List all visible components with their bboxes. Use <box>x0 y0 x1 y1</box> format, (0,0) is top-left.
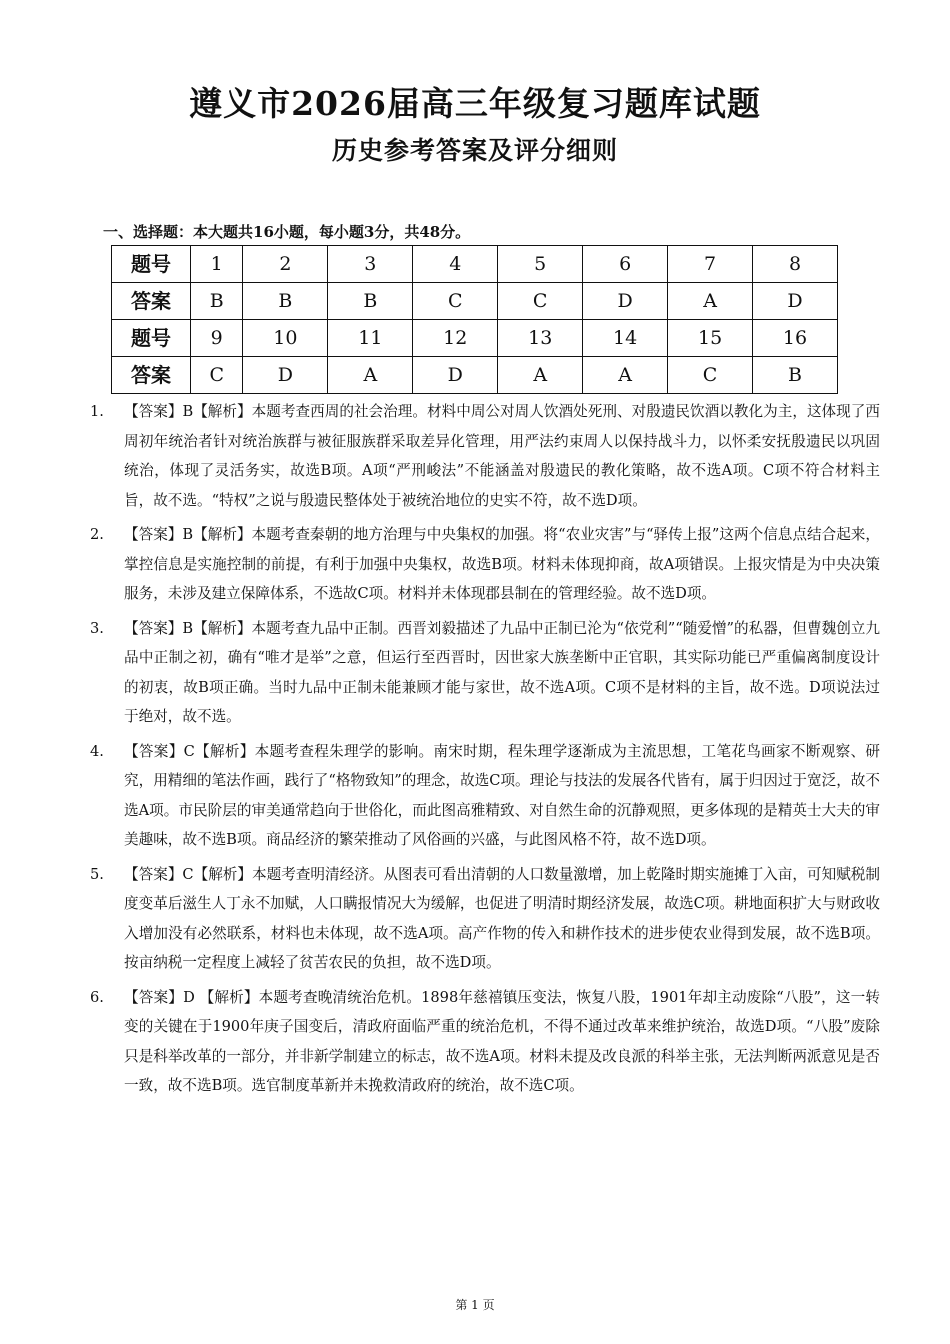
table-cell: A <box>328 357 413 394</box>
item-text: 【答案】C【解析】本题考查程朱理学的影响。南宋时期，程朱理学逐渐成为主流思想，工笔花鸟画家不断观察、研究，用精细的笔法作画，践行了“格物致知”的理念，故选C项。理论与技法的发展各代皆有，属于归因过于宽泛，故不选A项。市民阶层的审美通常趋向于世俗化，而此图高雅精致、对自然生命的沉静观照，更多体现的是精英士大夫的审美趣味，故不选B项。商品经济的繁荣推动了风俗画的兴盛，与此图风格不符，故不选D项。 <box>124 742 880 848</box>
table-cell: C <box>413 283 498 320</box>
table-cell: 14 <box>583 320 668 357</box>
table-cell: 16 <box>753 320 838 357</box>
item-number: 4. <box>90 742 104 760</box>
table-cell: 6 <box>583 246 668 283</box>
table-cell: C <box>498 283 583 320</box>
item-text: 【答案】D 【解析】本题考查晚清统治危机。1898年慈禧镇压变法，恢复八股，1901年却主动废除“八股”，这一转变的关键在于1900年庚子国变后，清政府面临严重的统治危机，不得不通过改革来维护统治，故选D项。“八股”废除只是科举改革的一部分，并非新学制建立的标志，故不选A项。材料未提及改良派的科举主张，无法判断两派意见是否一致，故不选B项。选官制度革新并未挽救清政府的统治，故不选C项。 <box>124 988 880 1094</box>
document-subtitle: 历史参考答案及评分细则 <box>331 136 618 165</box>
table-cell: 5 <box>498 246 583 283</box>
table-cell: C <box>191 357 243 394</box>
table-row <box>112 246 838 283</box>
row-header: 题号 <box>112 320 191 357</box>
item-number: 6. <box>90 988 104 1006</box>
explanation-item <box>90 983 880 1101</box>
row-header: 答案 <box>112 283 191 320</box>
page-number: 第 1 页 <box>455 1298 495 1312</box>
item-number: 2. <box>90 526 104 543</box>
table-cell: 1 <box>191 246 243 283</box>
table-cell: 8 <box>753 246 838 283</box>
item-text: 【答案】C【解析】本题考查明清经济。从图表可看出清朝的人口数量激增，加上乾隆时期实施摊丁入亩，可知赋税制度变革后滋生人丁永不加赋，人口瞒报情况大为缓解，也促进了明清时期经济发展，故选C项。耕地面积扩大与财政收入增加没有必然联系，材料也未体现，故不选A项。高产作物的传入和耕作技术的进步使农业得到发展，故不选B项。按亩纳税一定程度上减轻了贫苦农民的负担，故不选D项。 <box>124 865 880 971</box>
table-cell: 9 <box>191 320 243 357</box>
item-number: 3. <box>90 619 104 637</box>
explanation-item <box>90 520 880 609</box>
item-text: 【答案】B【解析】本题考查西周的社会治理。材料中周公对周人饮酒处死刑、对殷遗民饮酒以教化为主，这体现了西周初年统治者针对统治族群与被征服族群采取差异化管理，用严法约束周人以保持战斗力，以怀柔安抚殷遗民以巩固统治，体现了灵活务实，故选B项。A项“严刑峻法”不能涵盖对殷遗民的教化策略，故不选A项。C项不符合材料主旨，故不选。“特权”之说与殷遗民整体处于被统治地位的史实不符，故不选D项。 <box>124 403 880 509</box>
section-heading: 一、选择题：本大题共16小题，每小题3分，共48分。 <box>103 223 471 241</box>
table-row <box>112 320 838 357</box>
table-row <box>112 357 838 394</box>
table-cell: B <box>328 283 413 320</box>
table-cell: D <box>413 357 498 394</box>
table-cell: 11 <box>328 320 413 357</box>
table-cell: 12 <box>413 320 498 357</box>
table-cell: B <box>191 283 243 320</box>
table-cell: 3 <box>328 246 413 283</box>
table-cell: 13 <box>498 320 583 357</box>
table-cell: D <box>583 283 668 320</box>
explanation-item <box>90 397 880 515</box>
table-cell: 2 <box>243 246 328 283</box>
table-cell: 15 <box>668 320 753 357</box>
table-cell: 4 <box>413 246 498 283</box>
item-number: 5. <box>90 865 104 883</box>
item-text: 【答案】B【解析】本题考查秦朝的地方治理与中央集权的加强。将“农业灾害”与“驿传上报”这两个信息点结合起来，掌控信息是实施控制的前提，有利于加强中央集权，故选B项。材料未体现抑商，故A项错误。上报灾情是为中央决策服务，未涉及建立保障体系，不选故C项。材料并未体现郡县制在的管理经验。故不选D项。 <box>124 526 880 602</box>
table-cell: A <box>583 357 668 394</box>
item-number: 1. <box>90 403 104 420</box>
table-cell: 10 <box>243 320 328 357</box>
table-cell: D <box>243 357 328 394</box>
table-cell: 7 <box>668 246 753 283</box>
table-cell: A <box>668 283 753 320</box>
explanation-list <box>90 397 880 1106</box>
table-cell: C <box>668 357 753 394</box>
item-text: 【答案】B【解析】本题考查九品中正制。西晋刘毅描述了九品中正制已沦为“依党利”“随爱憎”的私器，但曹魏创立九品中正制之初，确有“唯才是举”之意，但运行至西晋时，因世家大族垄断中正官职，其实际功能已严重偏离制度设计的初衷，故B项正确。当时九品中正制未能兼顾才能与家世，故不选A项。C项不是材料的主旨，故不选。D项说法过于绝对，故不选。 <box>124 619 880 725</box>
row-header: 答案 <box>112 357 191 394</box>
explanation-item <box>90 614 880 732</box>
explanation-item <box>90 860 880 978</box>
row-header: 题号 <box>112 246 191 283</box>
table-cell: A <box>498 357 583 394</box>
explanation-item <box>90 737 880 855</box>
table-row <box>112 283 838 320</box>
table-cell: B <box>243 283 328 320</box>
document-title: 遵义市2026届高三年级复习题库试题 <box>189 84 761 123</box>
table-cell: B <box>753 357 838 394</box>
table-cell: D <box>753 283 838 320</box>
answer-table <box>111 245 838 394</box>
